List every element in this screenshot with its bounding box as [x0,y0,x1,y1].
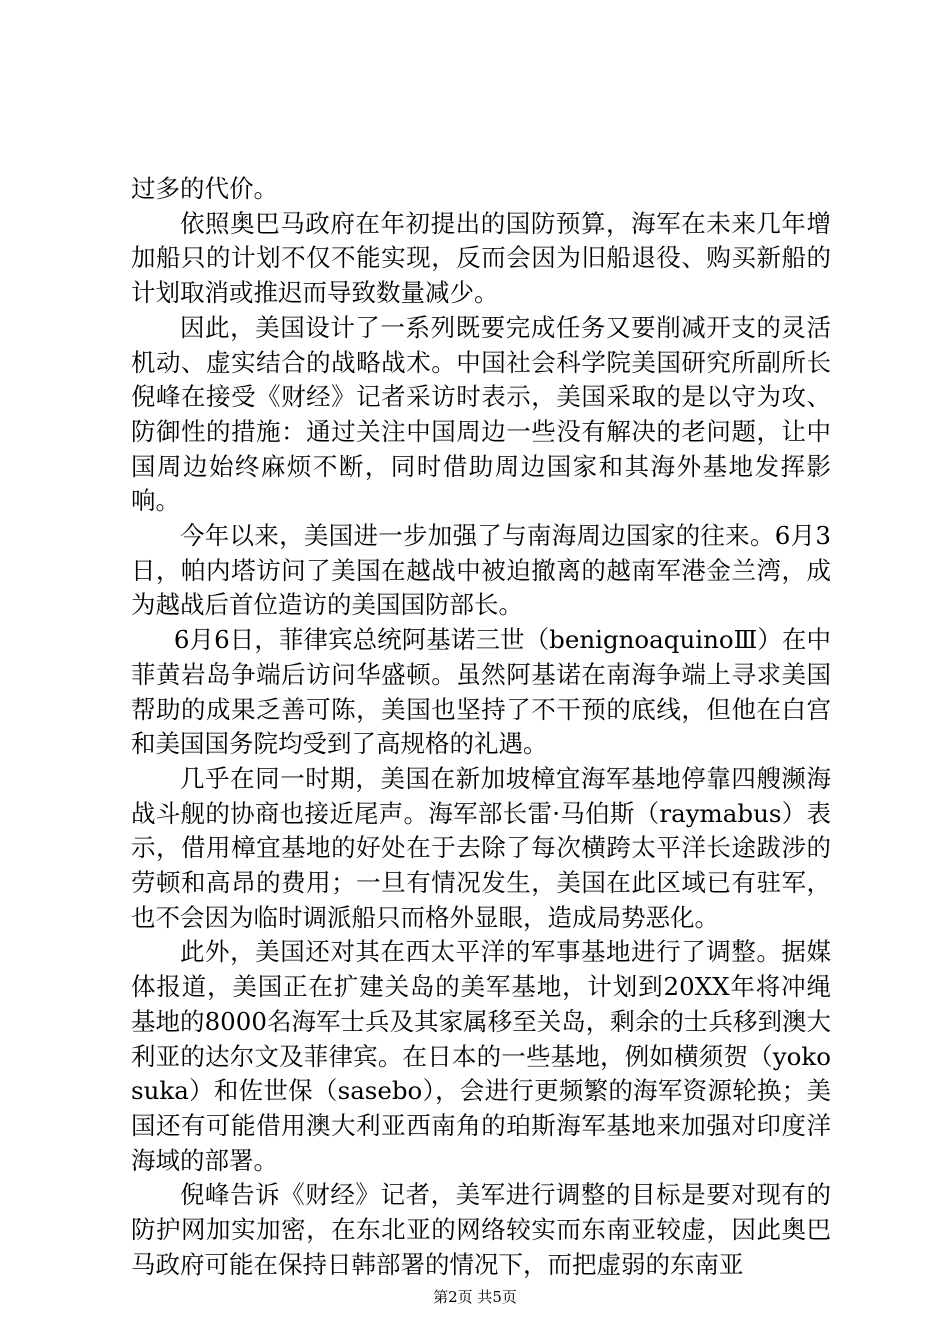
paragraph-3: 因此，美国设计了一系列既要完成任务又要削减开支的灵活机动、虚实结合的战略战术。中国社会科学院美国研究所副所长倪峰在接受《财经》记者采访时表示，美国采取的是以守为攻、防御性的措施：通过关注中国周边一些没有解决的老问题，让中国周边始终麻烦不断，同时借助周边国家和其海外基地发挥影响。 [131,312,831,516]
paragraph-8: 倪峰告诉《财经》记者，美军进行调整的目标是要对现有的防护网加实加密，在东北亚的网络较实而东南亚较虚，因此奥巴马政府可能在保持日韩部署的情况下，而把虚弱的东南亚 [131,1180,831,1279]
page-footer: 第2页 共5页 [433,1288,517,1306]
paragraph-2: 依照奥巴马政府在年初提出的国防预算，海军在未来几年增加船只的计划不仅不能实现，反而会因为旧船退役、购买新船的计划取消或推迟而导致数量减少。 [131,208,831,308]
document-body [131,172,831,1283]
paragraph-7: 此外，美国还对其在西太平洋的军事基地进行了调整。据媒体报道，美国正在扩建关岛的美军基地，计划到20XX年将冲绳基地的8000名海军士兵及其家属移至关岛，剩余的士兵移到澳大利亚的达尔文及菲律宾。在日本的一些基地，例如横须贺（yokosuka）和佐世保（sasebo），会进行更频繁的海军资源轮换；美国还有可能借用澳大利亚西南角的珀斯海军基地来加强对印度洋海域的部署。 [131,937,831,1175]
paragraph-4: 今年以来，美国进一步加强了与南海周边国家的往来。6月3日，帕内塔访问了美国在越战中被迫撤离的越南军港金兰湾，成为越战后首位造访的美国国防部长。 [131,521,831,620]
paragraph-5: 6月6日，菲律宾总统阿基诺三世（benignoaquinoⅢ）在中菲黄岩岛争端后访问华盛顿。虽然阿基诺在南海争端上寻求美国帮助的成果乏善可陈，美国也坚持了不干预的底线，但他在白宫和美国国务院均受到了高规格的礼遇。 [131,625,831,759]
paragraph-6: 几乎在同一时期，美国在新加坡樟宜海军基地停靠四艘濒海战斗舰的协商也接近尾声。海军部长雷·马伯斯（raymabus）表示，借用樟宜基地的好处在于去除了每次横跨太平洋长途跋涉的劳顿和高昂的费用；一旦有情况发生，美国在此区域已有驻军，也不会因为临时调派船只而格外显眼，造成局势恶化。 [131,763,831,932]
paragraph-1: 过多的代价。 [131,174,278,203]
